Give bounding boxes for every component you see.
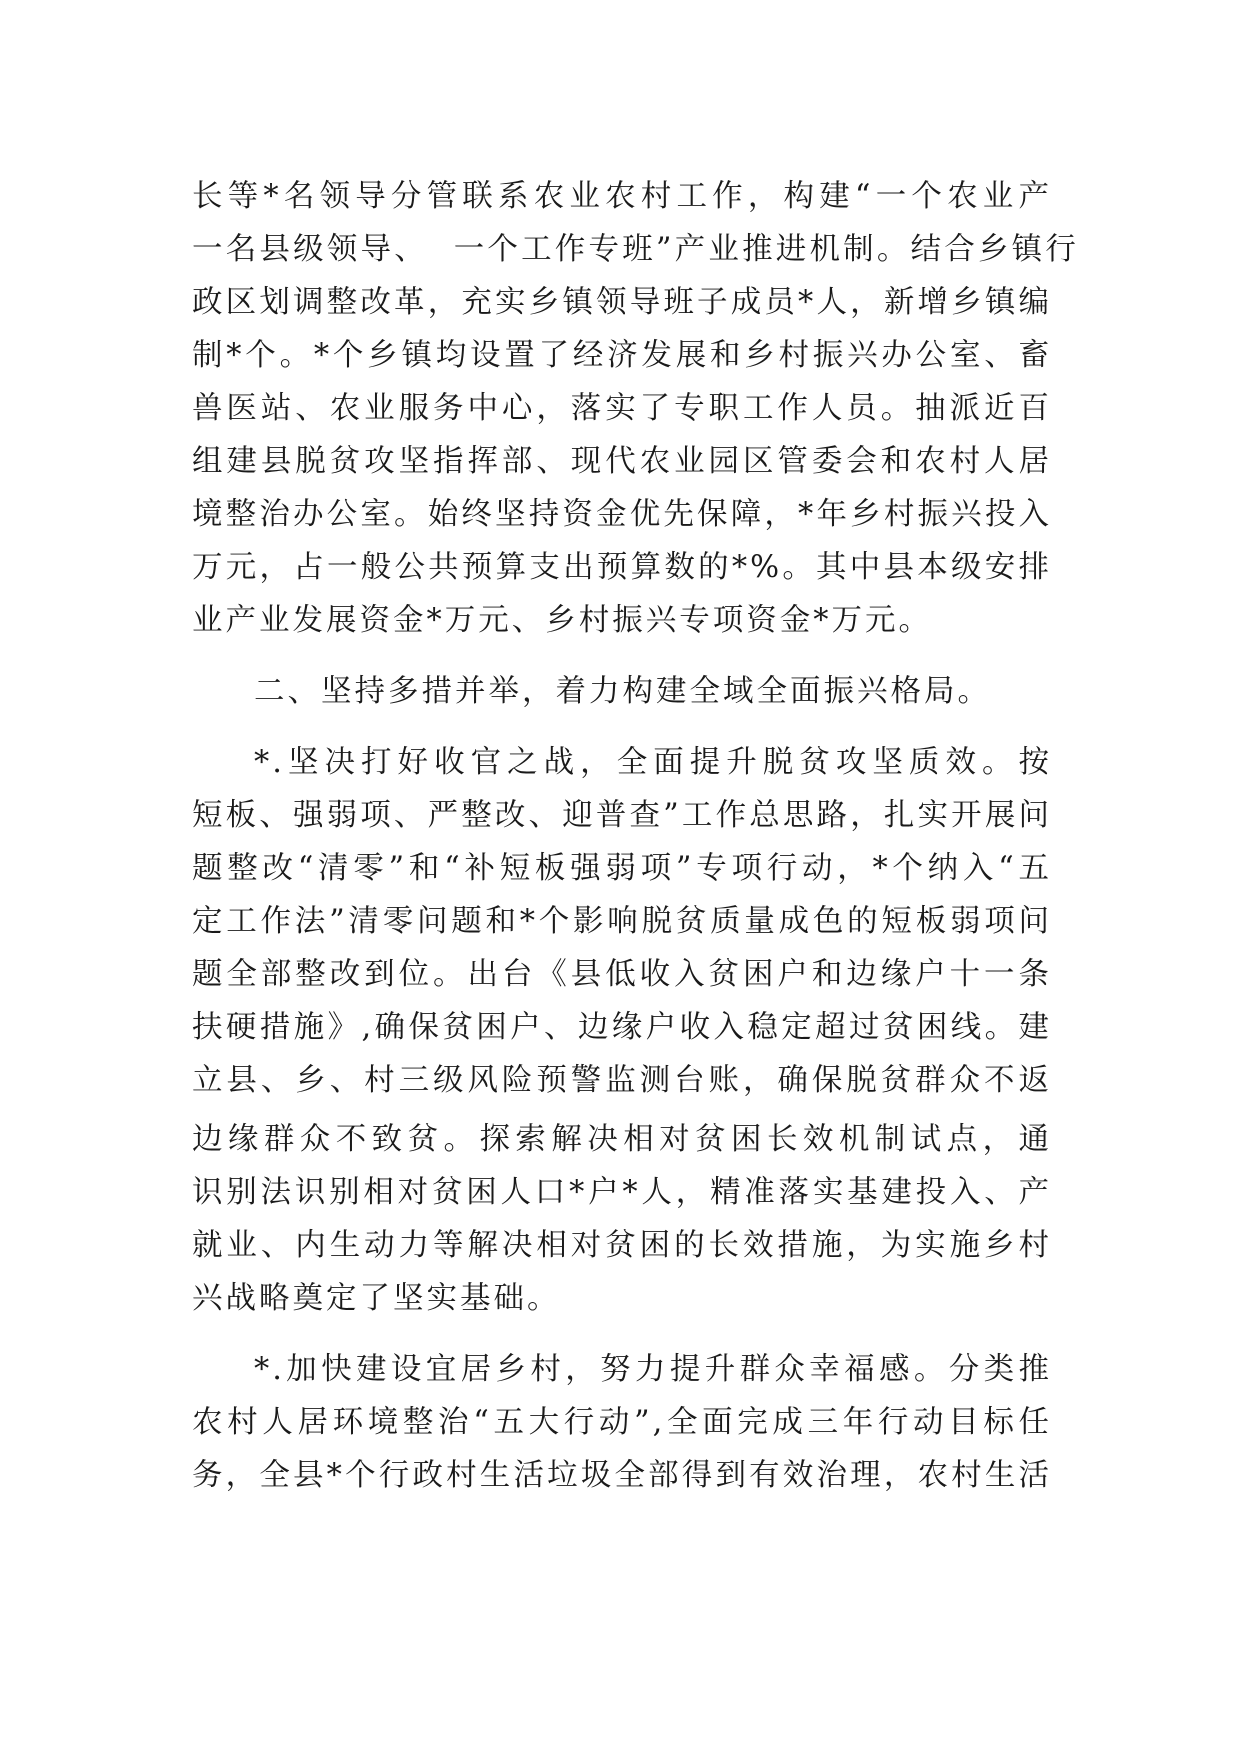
paragraph-line: 一名县级领导、 一个工作专班”产业推进机制。结合乡镇行 <box>192 232 1080 267</box>
paragraph-gap <box>192 647 1052 665</box>
paragraph-line: 制*个。*个乡镇均设置了经济发展和乡村振兴办公室、畜 <box>192 338 1052 373</box>
paragraph-line: 政区划调整改革，充实乡镇领导班子成员*人，新增乡镇编 <box>192 285 1052 320</box>
paragraph-line: *.坚决打好收官之战，全面提升脱贫攻坚质效。按 <box>254 745 1052 780</box>
paragraph-line: 兽医站、农业服务中心，落实了专职工作人员。抽派近百 <box>192 391 1052 426</box>
paragraph-line: 短板、强弱项、严整改、迎普查”工作总思路，扎实开展问 <box>192 798 1052 833</box>
paragraph-line: 题整改“清零”和“补短板强弱项”专项行动，*个纳入“五 <box>192 851 1052 886</box>
paragraph-line: 境整治办公室。始终坚持资金优先保障，*年乡村振兴投入 <box>192 497 1052 532</box>
paragraph-line: 边缘群众不致贫。探索解决相对贫困长效机制试点，通 <box>192 1122 1052 1157</box>
paragraph-line: 就业、内生动力等解决相对贫困的长效措施，为实施乡村 <box>192 1228 1052 1263</box>
paragraph-gap <box>192 1325 1052 1343</box>
paragraph-gap <box>192 718 1052 736</box>
paragraph-line: 扶硬措施》,确保贫困户、边缘户收入稳定超过贫困线。建 <box>192 1010 1052 1045</box>
paragraph-line: 长等*名领导分管联系农业农村工作，构建“一个农业产 <box>192 179 1052 214</box>
paragraph-line: 组建县脱贫攻坚指挥部、现代农业园区管委会和农村人居 <box>192 444 1052 479</box>
paragraph-line: 题全部整改到位。出台《县低收入贫困户和边缘户十一条 <box>192 957 1052 992</box>
paragraph-line: 农村人居环境整治“五大行动”,全面完成三年行动目标任 <box>192 1405 1052 1440</box>
paragraph-line: 定工作法”清零问题和*个影响脱贫质量成色的短板弱项问 <box>192 904 1052 939</box>
paragraph-line: 兴战略奠定了坚实基础。 <box>192 1281 561 1316</box>
paragraph-line: 识别法识别相对贫困人口*户*人，精准落实基建投入、产 <box>192 1175 1052 1210</box>
paragraph-line: 万元，占一般公共预算支出预算数的*%。其中县本级安排 <box>192 550 1052 585</box>
paragraph-line: 立县、乡、村三级风险预警监测台账，确保脱贫群众不返 <box>192 1063 1052 1098</box>
paragraph-line: *.加快建设宜居乡村，努力提升群众幸福感。分类推 <box>254 1352 1052 1387</box>
section-heading: 二、坚持多措并举，着力构建全域全面振兴格局。 <box>254 674 991 709</box>
paragraph-line: 务，全县*个行政村生活垃圾全部得到有效治理，农村生活 <box>192 1458 1052 1493</box>
paragraph-line: 业产业发展资金*万元、乡村振兴专项资金*万元。 <box>192 603 932 638</box>
document-body <box>192 170 1080 1502</box>
